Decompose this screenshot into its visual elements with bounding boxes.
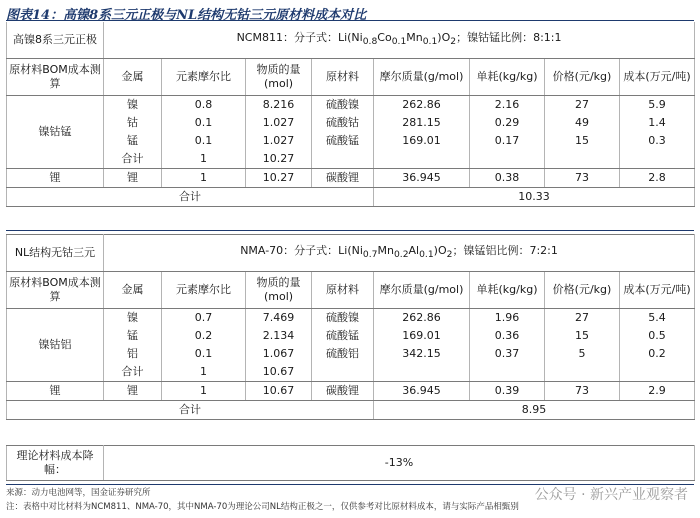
reduction-label: 理论材料成本降幅：: [7, 446, 104, 481]
consumption-cell: 0.37: [470, 345, 545, 363]
subtotal-row: [7, 150, 695, 169]
mol-cell: 10.67: [246, 382, 312, 401]
molar-mass-cell: 169.01: [374, 327, 470, 345]
cost-cell: 0.2: [620, 345, 695, 363]
total-row: [7, 401, 695, 420]
lithium-group: 锂: [7, 169, 104, 188]
reduction-value: -13%: [104, 446, 695, 481]
ncm811-table: [6, 22, 695, 207]
cost-cell: 1.4: [620, 114, 695, 132]
material-cell: 硫酸镍: [312, 309, 374, 328]
cost-cell: 2.8: [620, 169, 695, 188]
total-row: [7, 188, 695, 207]
material-cell: 碳酸锂: [312, 169, 374, 188]
material-header: 原材料: [312, 272, 374, 309]
ratio-cell: 0.8: [162, 96, 246, 115]
cost-cell: 2.9: [620, 382, 695, 401]
metal-cell: 锂: [104, 169, 162, 188]
material-cell: 硫酸镍: [312, 96, 374, 115]
metal-header: 金属: [104, 272, 162, 309]
material-cell: 硫酸锰: [312, 327, 374, 345]
reduction-table: [6, 445, 695, 481]
lithium-group: 锂: [7, 382, 104, 401]
ratio-cell: 1: [162, 169, 246, 188]
mol-cell: 1.027: [246, 132, 312, 150]
material-cell: 硫酸锰: [312, 132, 374, 150]
ratio-cell: 0.1: [162, 132, 246, 150]
consumption-header: 单耗(kg/kg): [470, 59, 545, 96]
molar-mass-header: 摩尔质量(g/mol): [374, 59, 470, 96]
ratio-cell: 0.7: [162, 309, 246, 328]
price-cell: 27: [545, 309, 620, 328]
price-cell: 73: [545, 382, 620, 401]
molar-mass-cell: 36.945: [374, 169, 470, 188]
bom-header: 原材料BOM成本测算: [7, 272, 104, 309]
material-cell: 硫酸铝: [312, 345, 374, 363]
mol-cell: 7.469: [246, 309, 312, 328]
ratio-cell: 1: [162, 382, 246, 401]
table-row: [7, 309, 695, 328]
consumption-cell: 0.36: [470, 327, 545, 345]
price-cell: 73: [545, 169, 620, 188]
consumption-cell: 0.39: [470, 382, 545, 401]
total-label: 合计: [7, 401, 374, 420]
metal-cell: 锰: [104, 132, 162, 150]
title-rule: [6, 20, 694, 21]
nma70-label: NL结构无钴三元: [7, 235, 104, 272]
price-cell: 15: [545, 132, 620, 150]
ratio-cell: 0.1: [162, 114, 246, 132]
cost-cell: 5.4: [620, 309, 695, 328]
total-value: 10.33: [374, 188, 695, 207]
molar-mass-cell: 342.15: [374, 345, 470, 363]
consumption-cell: 1.96: [470, 309, 545, 328]
subtotal-ratio: 1: [162, 150, 246, 169]
total-value: 8.95: [374, 401, 695, 420]
subtotal-row: [7, 363, 695, 382]
consumption-cell: 2.16: [470, 96, 545, 115]
nma70-group: 镍钴铝: [7, 309, 104, 382]
ncm811-label: 高镍8系三元正极: [7, 22, 104, 59]
subtotal-label: 合计: [104, 363, 162, 382]
total-label: 合计: [7, 188, 374, 207]
metal-cell: 锰: [104, 327, 162, 345]
molar-mass-header: 摩尔质量(g/mol): [374, 272, 470, 309]
subtotal-mol: 10.27: [246, 150, 312, 169]
molar-mass-cell: 281.15: [374, 114, 470, 132]
cost-cell: 5.9: [620, 96, 695, 115]
metal-cell: 铝: [104, 345, 162, 363]
metal-cell: 镍: [104, 309, 162, 328]
consumption-cell: 0.29: [470, 114, 545, 132]
table-row: [7, 327, 695, 345]
subtotal-mol: 10.67: [246, 363, 312, 382]
lithium-row: [7, 169, 695, 188]
material-cell: 硫酸钴: [312, 114, 374, 132]
mol-cell: 10.27: [246, 169, 312, 188]
price-cell: 27: [545, 96, 620, 115]
lithium-row: [7, 382, 695, 401]
ratio-cell: 0.2: [162, 327, 246, 345]
molar-ratio-header: 元素摩尔比: [162, 272, 246, 309]
metal-header: 金属: [104, 59, 162, 96]
material-header: 原材料: [312, 59, 374, 96]
subtotal-label: 合计: [104, 150, 162, 169]
molar-mass-cell: 262.86: [374, 309, 470, 328]
consumption-cell: 0.38: [470, 169, 545, 188]
price-cell: 5: [545, 345, 620, 363]
nma70-table: [6, 234, 695, 420]
price-header: 价格(元/kg): [545, 272, 620, 309]
price-cell: 49: [545, 114, 620, 132]
nma70-formula: NMA-70：分子式：$Li(Ni_{0.7}Mn_{0.2}Al_{0.1})O_2$；镍锰铝比例：7:2:1: [104, 235, 695, 272]
table-row: [7, 96, 695, 115]
mass-header: 物质的量(mol): [246, 59, 312, 96]
price-header: 价格(元/kg): [545, 59, 620, 96]
table-row: [7, 345, 695, 363]
chart-title: 图表14：高镍8系三元正极与NL结构无钴三元原材料成本对比: [6, 8, 367, 23]
consumption-header: 单耗(kg/kg): [470, 272, 545, 309]
metal-cell: 锂: [104, 382, 162, 401]
mass-header: 物质的量(mol): [246, 272, 312, 309]
molar-mass-cell: 169.01: [374, 132, 470, 150]
cost-header: 成本(万元/吨): [620, 59, 695, 96]
mol-cell: 2.134: [246, 327, 312, 345]
section-rule: [6, 230, 694, 231]
source-note: 来源：动力电池网等，国金证券研究所: [6, 488, 151, 498]
consumption-cell: 0.17: [470, 132, 545, 150]
material-cell: 碳酸锂: [312, 382, 374, 401]
footnote: 注：表格中对比材料为NCM811、NMA-70，其中NMA-70为理论公司NL结构正极之一，仅供参考对比原材料成本，请与实际产品相甄别: [6, 502, 519, 512]
cost-cell: 0.3: [620, 132, 695, 150]
molar-ratio-header: 元素摩尔比: [162, 59, 246, 96]
bom-header: 原材料BOM成本测算: [7, 59, 104, 96]
cost-cell: 0.5: [620, 327, 695, 345]
cost-header: 成本(万元/吨): [620, 272, 695, 309]
metal-cell: 镍: [104, 96, 162, 115]
mol-cell: 1.027: [246, 114, 312, 132]
table-row: [7, 114, 695, 132]
ncm811-group: 镍钴锰: [7, 96, 104, 169]
molar-mass-cell: 36.945: [374, 382, 470, 401]
table-row: [7, 132, 695, 150]
molar-mass-cell: 262.86: [374, 96, 470, 115]
subtotal-ratio: 1: [162, 363, 246, 382]
metal-cell: 钴: [104, 114, 162, 132]
ncm811-formula: NCM811：分子式：$Li(Ni_{0.8}Co_{0.1}Mn_{0.1})O_2$；镍钴锰比例：8:1:1: [104, 22, 695, 59]
mol-cell: 8.216: [246, 96, 312, 115]
mol-cell: 1.067: [246, 345, 312, 363]
ratio-cell: 0.1: [162, 345, 246, 363]
price-cell: 15: [545, 327, 620, 345]
watermark: 公众号 · 新兴产业观察者: [534, 487, 688, 503]
